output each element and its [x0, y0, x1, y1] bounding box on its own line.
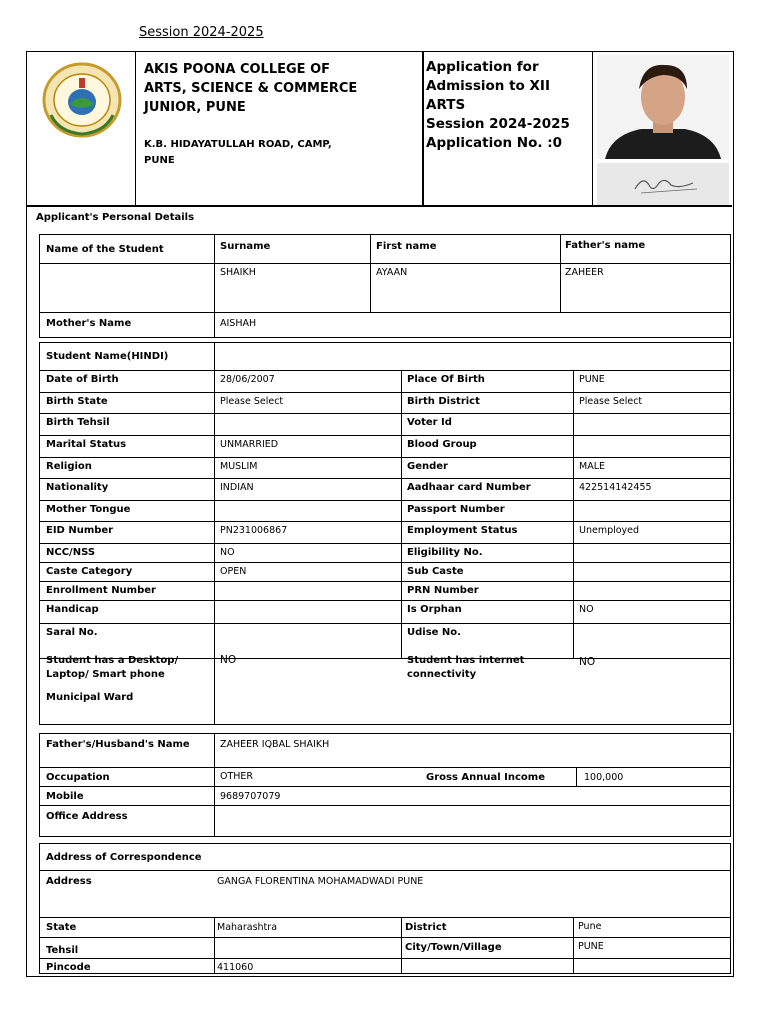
detail-label-2: PRN Number — [407, 585, 479, 596]
detail-value: OPEN — [220, 566, 247, 577]
tehsil-label: Tehsil — [46, 945, 79, 956]
detail-label: Date of Birth — [46, 374, 119, 385]
income-value: 100,000 — [584, 772, 624, 783]
detail-label: Birth Tehsil — [46, 417, 110, 428]
surname-header: Surname — [220, 241, 271, 252]
city-value: PUNE — [578, 941, 604, 952]
state-label: State — [46, 922, 77, 933]
detail-value: UNMARRIED — [220, 439, 279, 450]
application-line: Session 2024-2025 — [426, 116, 570, 132]
application-info — [423, 52, 593, 205]
detail-value: MUSLIM — [220, 461, 258, 472]
father-husband-label: Father's/Husband's Name — [46, 739, 190, 750]
detail-label-2: Udise No. — [407, 627, 461, 638]
college-logo-icon — [39, 60, 125, 140]
details-table — [39, 342, 731, 725]
first-name-value: AYAAN — [376, 267, 408, 278]
detail-label: Religion — [46, 461, 92, 472]
pincode-label: Pincode — [46, 962, 91, 973]
first-name-header: First name — [376, 241, 437, 252]
college-name-line: ARTS, SCIENCE & COMMERCE — [144, 81, 358, 96]
detail-label: Marital Status — [46, 439, 127, 450]
address-label: Address — [46, 876, 92, 887]
detail-label: EID Number — [46, 525, 114, 536]
detail-value-2: NO — [579, 604, 594, 615]
father-name-value: ZAHEER — [565, 267, 604, 278]
mother-name-value: AISHAH — [220, 318, 257, 329]
detail-label-2: Gender — [407, 461, 448, 472]
pincode-value: 411060 — [217, 962, 254, 973]
photo-cell — [593, 52, 732, 205]
applicant-photo — [597, 55, 729, 159]
desktop-value: NO — [220, 654, 237, 666]
detail-label: Handicap — [46, 604, 99, 615]
detail-value: INDIAN — [220, 482, 254, 493]
detail-label: Saral No. — [46, 627, 98, 638]
detail-label-2: Eligibility No. — [407, 547, 483, 558]
college-address-line: PUNE — [144, 155, 175, 166]
detail-label: Caste Category — [46, 566, 133, 577]
student-name-label: Name of the Student — [46, 244, 164, 255]
college-name-line: AKIS POONA COLLEGE OF — [144, 62, 331, 77]
detail-value-2: MALE — [579, 461, 605, 472]
name-table — [39, 234, 731, 338]
detail-value: Please Select — [220, 396, 284, 407]
detail-label-2: Is Orphan — [407, 604, 462, 615]
father-name-header: Father's name — [565, 240, 646, 251]
mother-name-label: Mother's Name — [46, 318, 132, 329]
session-heading: Session 2024-2025 — [139, 25, 264, 40]
detail-value: PN231006867 — [220, 525, 288, 536]
internet-value: NO — [579, 656, 596, 668]
correspondence-table — [39, 843, 731, 974]
surname-value: SHAIKH — [220, 267, 256, 278]
application-number: Application No. :0 — [426, 135, 563, 151]
state-value: Maharashtra — [217, 922, 278, 933]
correspondence-title: Address of Correspondence — [46, 852, 202, 863]
application-line: Application for — [426, 59, 539, 75]
detail-value: 28/06/2007 — [220, 374, 275, 385]
occupation-label: Occupation — [46, 772, 110, 783]
detail-label: NCC/NSS — [46, 547, 96, 558]
father-husband-value: ZAHEER IQBAL SHAIKH — [220, 739, 330, 750]
desktop-label-line: Laptop/ Smart phone — [46, 669, 165, 680]
detail-label: Birth State — [46, 396, 108, 407]
detail-label: Enrollment Number — [46, 585, 156, 596]
detail-label-2: Sub Caste — [407, 566, 464, 577]
address-value: GANGA FLORENTINA MOHAMADWADI PUNE — [217, 876, 424, 887]
detail-label-2: Place Of Birth — [407, 374, 485, 385]
internet-label-line: Student has internet — [407, 655, 525, 666]
detail-value-2: 422514142455 — [579, 482, 652, 493]
college-name-line: JUNIOR, PUNE — [144, 100, 246, 115]
application-line: Admission to XII — [426, 78, 550, 94]
detail-label-2: Aadhaar card Number — [407, 482, 531, 493]
office-address-label: Office Address — [46, 811, 128, 822]
municipal-ward-label: Municipal Ward — [46, 692, 134, 703]
form-header — [27, 52, 732, 207]
occupation-value: OTHER — [220, 771, 254, 782]
city-label: City/Town/Village — [405, 942, 502, 953]
detail-label-2: Birth District — [407, 396, 480, 407]
detail-label-2: Passport Number — [407, 504, 505, 515]
father-table — [39, 733, 731, 837]
applicant-signature — [597, 163, 729, 205]
college-info — [136, 52, 423, 205]
detail-label-2: Employment Status — [407, 525, 518, 536]
detail-label: Nationality — [46, 482, 109, 493]
district-label: District — [405, 922, 447, 933]
college-address-line: K.B. HIDAYATULLAH ROAD, CAMP, — [144, 139, 332, 150]
personal-details-title: Applicant's Personal Details — [36, 212, 195, 223]
internet-label-line: connectivity — [407, 669, 477, 680]
detail-label-2: Voter Id — [407, 417, 452, 428]
desktop-label-line: Student has a Desktop/ — [46, 655, 179, 666]
hindi-name-label: Student Name(HINDI) — [46, 351, 169, 362]
detail-value: NO — [220, 547, 235, 558]
detail-value-2: Please Select — [579, 396, 643, 407]
mobile-label: Mobile — [46, 791, 84, 802]
income-label: Gross Annual Income — [426, 772, 545, 783]
detail-value-2: Unemployed — [579, 525, 640, 536]
detail-label: Mother Tongue — [46, 504, 131, 515]
detail-label-2: Blood Group — [407, 439, 477, 450]
application-line: ARTS — [426, 97, 466, 113]
district-value: Pune — [578, 921, 602, 932]
application-form — [26, 51, 734, 977]
mobile-value: 9689707079 — [220, 791, 281, 802]
detail-value-2: PUNE — [579, 374, 605, 385]
logo-cell — [27, 52, 136, 205]
